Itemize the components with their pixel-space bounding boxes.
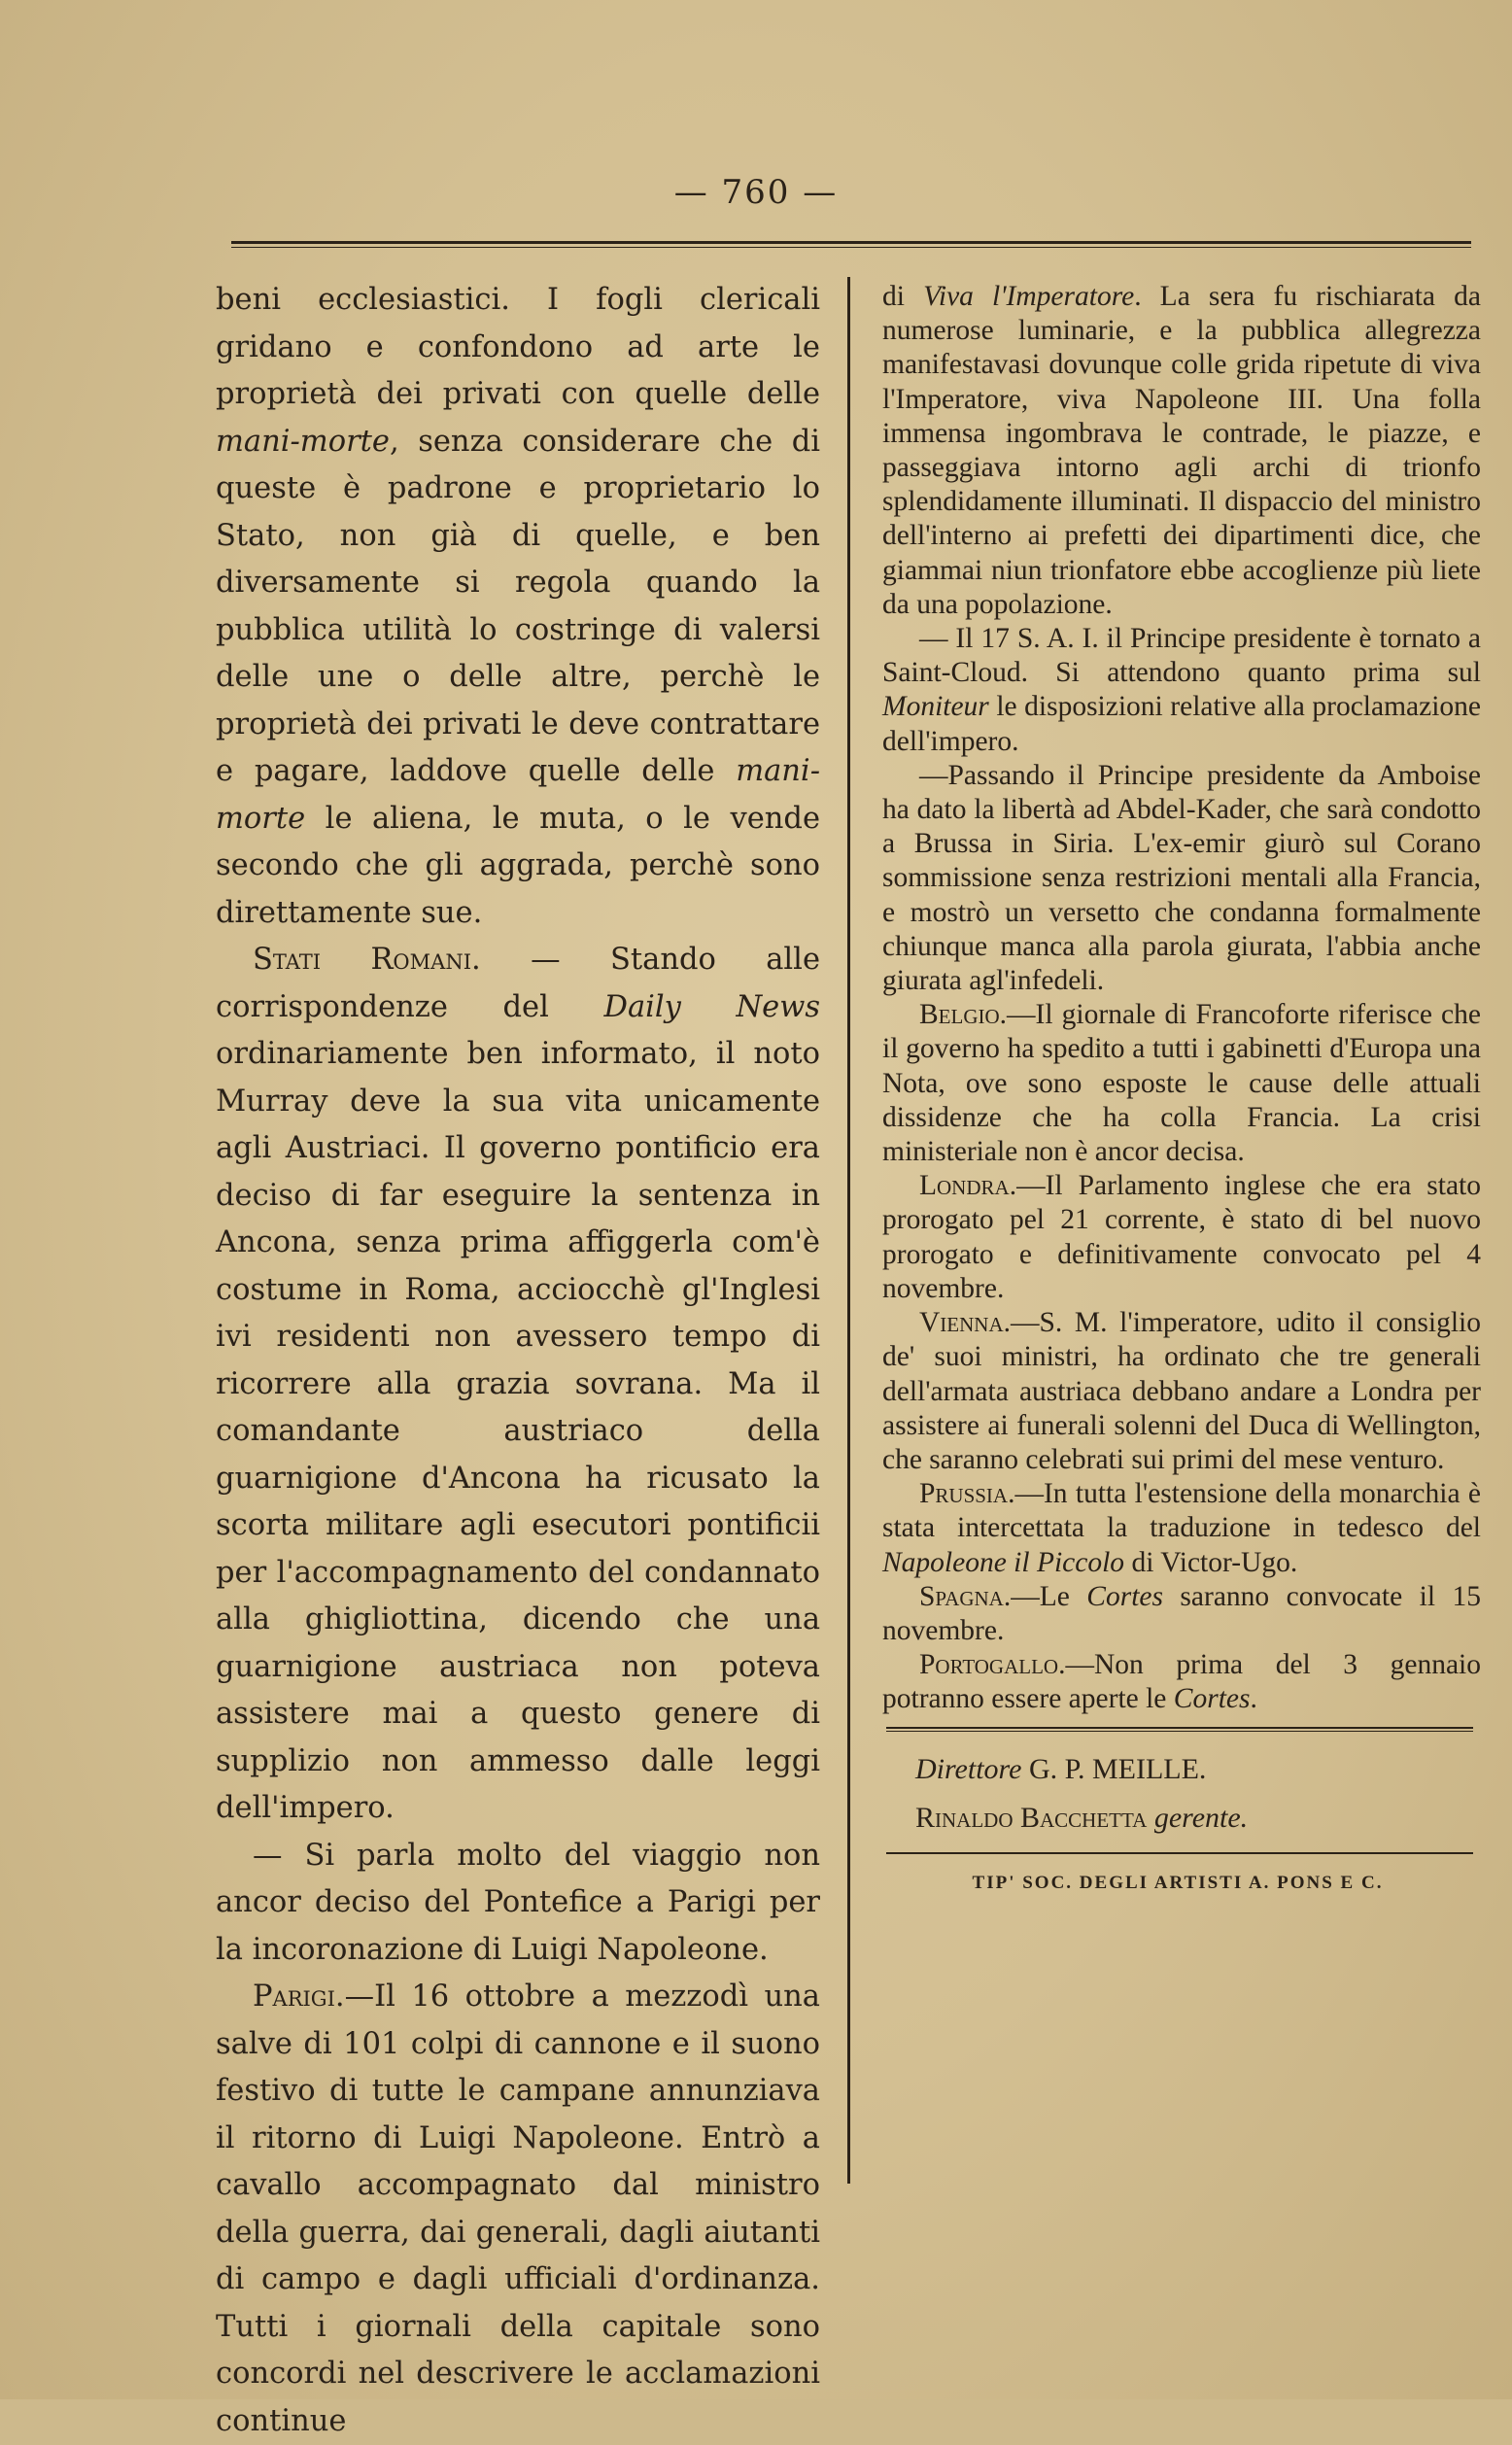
section-head: Parigi.: [253, 1980, 345, 2014]
footer-rule: [886, 1727, 1473, 1732]
section-head: Stati Romani.: [253, 943, 481, 977]
printer-rule: [886, 1852, 1473, 1854]
section-head: Londra.: [919, 1170, 1017, 1202]
article-paragraph: — Si parla molto del viaggio non ancor deciso del Pontefice a Parigi per la incoronazione di Luigi Napoleone.: [216, 1838, 820, 1967]
section-head: Belgio.: [919, 999, 1008, 1031]
section-head: Vienna.: [919, 1307, 1011, 1339]
header-rule: [231, 241, 1471, 248]
article-belgio: Belgio.—Il giornale di Francoforte riferisce che il governo ha spedito a tutti i gabinetti d'Europa una Nota, ove sono esposte le cause delle attuali dissidenze che ha colla Francia. La crisi ministeriale non è ancor decisa.: [882, 999, 1481, 1168]
article-prussia: Prussia.—In tutta l'estensione della monarchia è stata intercettata la traduzione in tedesco del Napoleone il Piccolo di Victor-Ugo.: [882, 1478, 1481, 1578]
page-number: — 760 —: [673, 173, 839, 212]
director-line: Direttore G. P. MEILLE.: [915, 1752, 1207, 1785]
printer-imprint: TIP' SOC. DEGLI ARTISTI A. PONS E C.: [972, 1872, 1384, 1893]
manager-line: Rinaldo Bacchetta gerente.: [915, 1801, 1249, 1834]
article-londra: Londra.—Il Parlamento inglese che era stato prorogato pel 21 corrente, è stato di bel nuovo prorogato e definitivamente convocato pel 4 novembre.: [882, 1170, 1481, 1304]
section-head: Portogallo.: [919, 1649, 1066, 1681]
article-parigi: Parigi.—Il 16 ottobre a mezzodì una salve di 101 colpi di cannone e il suono festivo di tutte le campane annunziava il ritorno di Luigi Napoleone. Entrò a cavallo accompagnato dal ministro della guerra, dai generali, dagli aiutanti di campo e dagli ufficiali d'ordinanza. Tutti i giornali della capitale sono concordi nel descrivere le acclamazioni continue: [216, 1980, 820, 2438]
article-paragraph: beni ecclesiastici. I fogli clericali gridano e confondono ad arte le proprietà dei privati con quelle delle mani-morte, senza considerare che di queste è padrone e proprietario lo Stato, non già di quelle, e ben diversamente si regola quando la pubblica utilità lo costringe di valersi delle une o delle altre, perchè le proprietà dei privati le deve contrattare e pagare, laddove quelle delle mani-morte le aliena, le muta, o le vende secondo che gli aggrada, perchè sono direttamente sue.: [216, 283, 820, 930]
section-head: Spagna.: [919, 1580, 1012, 1612]
column-divider: [847, 277, 850, 2184]
article-portogallo: Portogallo.—Non prima del 3 gennaio potranno essere aperte le Cortes.: [882, 1649, 1481, 1715]
article-stati-romani: Stati Romani. — Stando alle corrispondenze del Daily News ordinariamente ben informato, il noto Murray deve la sua vita unicamente agli Austriaci. Il governo pontificio era deciso di far eseguire la sentenza in Ancona, senza prima affiggerla com'è costume in Roma, acciocchè gl'Inglesi ivi residenti non avessero tempo di ricorrere alla grazia sovrana. Ma il comandante austriaco della guarnigione d'Ancona ha ricusato la scorta militare agli esecutori pontificii per l'accompagnamento del condannato alla ghigliottina, dicendo che una guarnigione austriaca non poteva assistere mai a questo genere di supplizio non ammesso dalle leggi dell'impero.: [216, 943, 820, 1825]
section-head: Prussia.: [919, 1478, 1015, 1510]
left-column: [216, 277, 820, 2445]
article-paragraph: di Viva l'Imperatore. La sera fu rischiarata da numerose luminarie, e la pubblica allegrezza manifestavasi dovunque colle grida ripetute di viva l'Imperatore, viva Napoleone III. Una folla immensa ingombrava le contrade, le piazze, e passeggiava intorno agli archi di trionfo splendidamente illuminati. Il dispaccio del ministro dell'interno ai prefetti dei dipartimenti dice, che giammai niun trionfatore ebbe accoglienze più liete da una popolazione.: [882, 281, 1481, 620]
right-column: [882, 280, 1481, 1900]
article-spagna: Spagna.—Le Cortes saranno convocate il 15 novembre.: [882, 1580, 1481, 1646]
article-paragraph: —Passando il Principe presidente da Amboise ha dato la libertà ad Abdel-Kader, che sarà condotto a Brussa in Siria. L'ex-emir giurò sul Corano sommissione senza restrizioni mentali alla Francia, e mostrò un versetto che condanna formalmente chiunque manca alla parola giurata, l'abbia anche giurata agl'infedeli.: [882, 759, 1481, 997]
article-vienna: Vienna.—S. M. l'imperatore, udito il consiglio de' suoi ministri, ha ordinato che tre generali dell'armata austriaca debbano andare a Londra per assistere ai funerali solenni del Duca di Wellington, che saranno celebrati sui primi del mese venturo.: [882, 1307, 1481, 1475]
article-paragraph: — Il 17 S. A. I. il Principe presidente è tornato a Saint-Cloud. Si attendono quanto prima sul Moniteur le disposizioni relative alla proclamazione dell'impero.: [882, 623, 1481, 757]
